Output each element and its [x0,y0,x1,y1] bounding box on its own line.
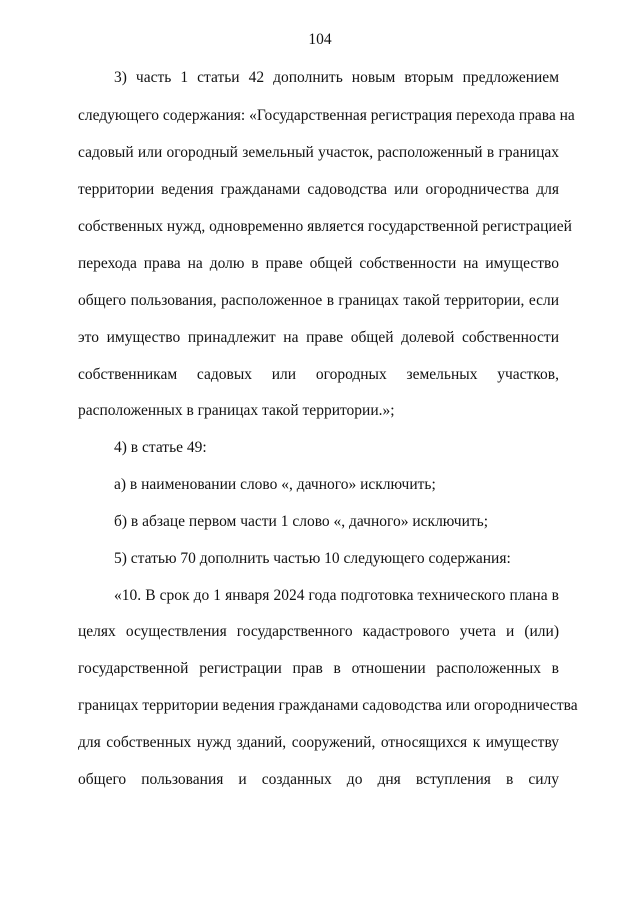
text-line: это имущество принадлежит на праве общей долевой собственности [78,329,559,346]
text-line: для собственных нужд зданий, сооружений, относящихся к имуществу [78,734,559,751]
text-line: общего пользования, расположенное в границах такой территории, если [78,292,559,309]
text-line: целях осуществления государственного кадастрового учета и (или) [78,623,559,640]
text-line: границах территории ведения гражданами садоводства или огородничества [78,697,578,714]
text-line: перехода права на долю в праве общей собственности на имущество [78,255,559,272]
text-line: следующего содержания: «Государственная регистрация перехода права на [78,107,575,124]
text-line: «10. В срок до 1 января 2024 года подготовка технического плана в [114,587,559,604]
text-line: 3) часть 1 статьи 42 дополнить новым вторым предложением [114,69,559,86]
text-line: садовый или огородный земельный участок, расположенный в границах [78,144,559,161]
text-line: б) в абзаце первом части 1 слово «, дачного» исключить; [114,513,489,530]
page-number: 104 [308,31,332,48]
text-line: общего пользования и созданных до дня вступления в силу [78,771,559,788]
text-line: 5) статью 70 дополнить частью 10 следующего содержания: [114,550,511,567]
text-line: государственной регистрации прав в отношении расположенных в [78,660,559,677]
text-line: а) в наименовании слово «, дачного» исключить; [114,476,436,493]
text-line: территории ведения гражданами садоводства или огородничества для [78,181,559,198]
text-line: расположенных в границах такой территории.»; [78,402,395,419]
text-line: 4) в статье 49: [114,439,207,456]
text-line: собственникам садовых или огородных земельных участков, [78,366,559,383]
text-line: собственных нужд, одновременно является государственной регистрацией [78,218,572,235]
